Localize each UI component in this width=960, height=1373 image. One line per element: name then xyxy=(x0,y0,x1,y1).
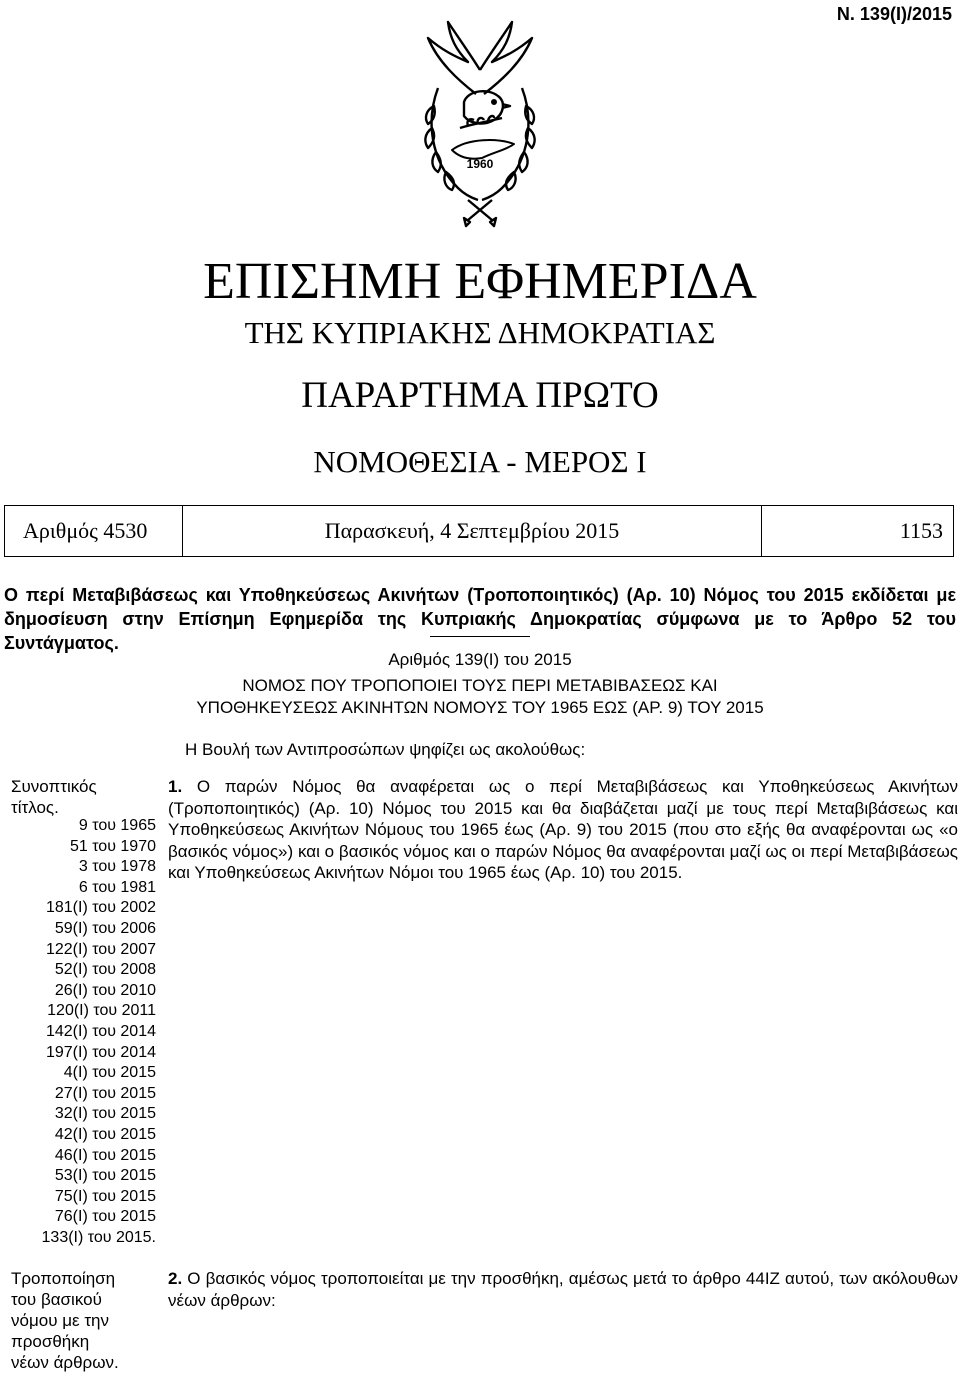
margin-amendment-line: νόμου με την xyxy=(11,1311,109,1330)
article-1 xyxy=(168,776,958,884)
margin-short-title-line: Συνοπτικός xyxy=(11,777,97,796)
margin-law-ref: 9 του 1965 xyxy=(78,817,156,834)
issue-date: Παρασκευή, 4 Σεπτεμβρίου 2015 xyxy=(183,506,762,556)
margin-law-ref: 3 του 1978 xyxy=(78,858,156,876)
issue-page-number: 1153 xyxy=(899,518,943,543)
dove-wreath-emblem-icon xyxy=(398,10,562,232)
margin-law-ref: 4(Ι) του 2015 xyxy=(63,1064,156,1082)
margin-law-ref: 52(Ι) του 2008 xyxy=(54,961,156,979)
gazette-title: ΕΠΙΣΗΜΗ ΕΦΗΜΕΡΙΔΑ xyxy=(203,253,757,310)
margin-law-ref: 76(Ι) του 2015 xyxy=(54,1208,156,1226)
article-number: 1. xyxy=(168,777,183,796)
margin-law-ref: 53(Ι) του 2015 xyxy=(54,1167,156,1185)
gazette-subtitle: ΤΗΣ ΚΥΠΡΙΑΚΗΣ ΔΗΜΟΚΡΑΤΙΑΣ xyxy=(244,315,716,350)
article-number: 2. xyxy=(168,1269,183,1288)
svg-text:1960: 1960 xyxy=(466,157,494,171)
margin-amendment-line: Τροποποίηση xyxy=(11,1269,116,1288)
margin-law-references xyxy=(4,816,156,1248)
margin-law-ref: 27(Ι) του 2015 xyxy=(54,1084,156,1102)
margin-amendment-line: προσθήκη xyxy=(11,1332,90,1351)
margin-law-ref: 181(Ι) του 2002 xyxy=(45,899,156,917)
law-title-line-2: ΥΠΟΘΗΚΕΥΣΕΩΣ ΑΚΙΝΗΤΩΝ ΝΟΜΟΥΣ ΤΟΥ 1965 ΕΩΣ (ΑΡ. 9) ΤΟΥ 2015 xyxy=(196,698,764,717)
margin-amendment-line: νέων άρθρων. xyxy=(11,1353,119,1372)
margin-law-ref: 42(Ι) του 2015 xyxy=(54,1125,156,1143)
margin-law-ref: 122(Ι) του 2007 xyxy=(45,940,156,958)
margin-law-ref: 197(Ι) του 2014 xyxy=(45,1043,156,1061)
issue-info-table xyxy=(4,505,954,557)
margin-amendment-title xyxy=(11,1268,151,1373)
margin-law-ref: 6 του 1981 xyxy=(78,878,156,896)
separator-rule xyxy=(430,636,530,637)
margin-law-ref: 75(Ι) του 2015 xyxy=(54,1187,156,1205)
margin-law-ref: 46(Ι) του 2015 xyxy=(54,1146,156,1164)
section-title: ΝΟΜΟΘΕΣΙΑ - ΜΕΡΟΣ Ι xyxy=(313,444,647,479)
publication-notice: Ο περί Μεταβιβάσεως και Υποθηκεύσεως Ακινήτων (Τροποποιητικός) (Αρ. 10) Νόμος του 2015 εκδίδεται με δημοσίευση στην Επίσημη Εφημερίδα της Κυπριακής Δημοκρατίας σύμφωνα με το Άρθρο 52 του Συντάγματος. xyxy=(4,585,956,653)
article-2 xyxy=(168,1268,958,1311)
law-title-line-1: ΝΟΜΟΣ ΠΟΥ ΤΡΟΠΟΠΟΙΕΙ ΤΟΥΣ ΠΕΡΙ ΜΕΤΑΒΙΒΑΣΕΩΣ ΚΑΙ xyxy=(242,676,718,695)
article-text: Ο παρών Νόμος θα αναφέρεται ως ο περί Μεταβιβάσεως και Υποθηκεύσεως Ακινήτων (Τροποποιητικός) (Αρ. 10) Νόμος του 2015 και θα διαβάζεται μαζί με τους περί Μεταβιβάσεως και Υποθηκεύσεως Ακινήτων Νόμους του 1965 έως (Αρ. 9) του 2015 (που στο εξής θα αναφέρονται ως «ο βασικός νόμος») και ο βασικός νόμος και ο παρών Νόμος θα αναφέρονται μαζί ως οι περί Μεταβιβάσεως και Υποθηκεύσεως Ακινήτων Νόμοι του 1965 έως (Αρ. 10) του 2015. xyxy=(168,777,958,882)
margin-law-ref: 51 του 1970 xyxy=(69,837,156,855)
margin-law-ref: 32(Ι) του 2015 xyxy=(54,1105,156,1123)
margin-law-ref: 142(Ι) του 2014 xyxy=(45,1022,156,1040)
law-number: Αριθμός 139(Ι) του 2015 xyxy=(388,650,572,669)
gazette-reference: Ν. 139(Ι)/2015 xyxy=(836,4,952,24)
margin-short-title xyxy=(11,776,97,818)
margin-law-ref: 59(Ι) του 2006 xyxy=(54,919,156,937)
article-text: Ο βασικός νόμος τροποποιείται με την προσθήκη, αμέσως μετά το άρθρο 44ΙΖ αυτού, των ακόλουθων νέων άρθρων: xyxy=(168,1269,958,1310)
margin-short-title-line: τίτλος. xyxy=(11,798,59,817)
margin-law-ref: 133(Ι) του 2015. xyxy=(41,1228,156,1246)
margin-law-ref: 26(Ι) του 2010 xyxy=(54,981,156,999)
margin-law-ref: 120(Ι) του 2011 xyxy=(47,1002,156,1020)
margin-amendment-line: του βασικού xyxy=(11,1290,102,1309)
supplement-title: ΠΑΡΑΡΤΗΜΑ ΠΡΩΤΟ xyxy=(301,375,659,416)
enacting-formula: Η Βουλή των Αντιπροσώπων ψηφίζει ως ακολούθως: xyxy=(185,740,586,759)
issue-number: Αριθμός 4530 xyxy=(5,506,183,556)
